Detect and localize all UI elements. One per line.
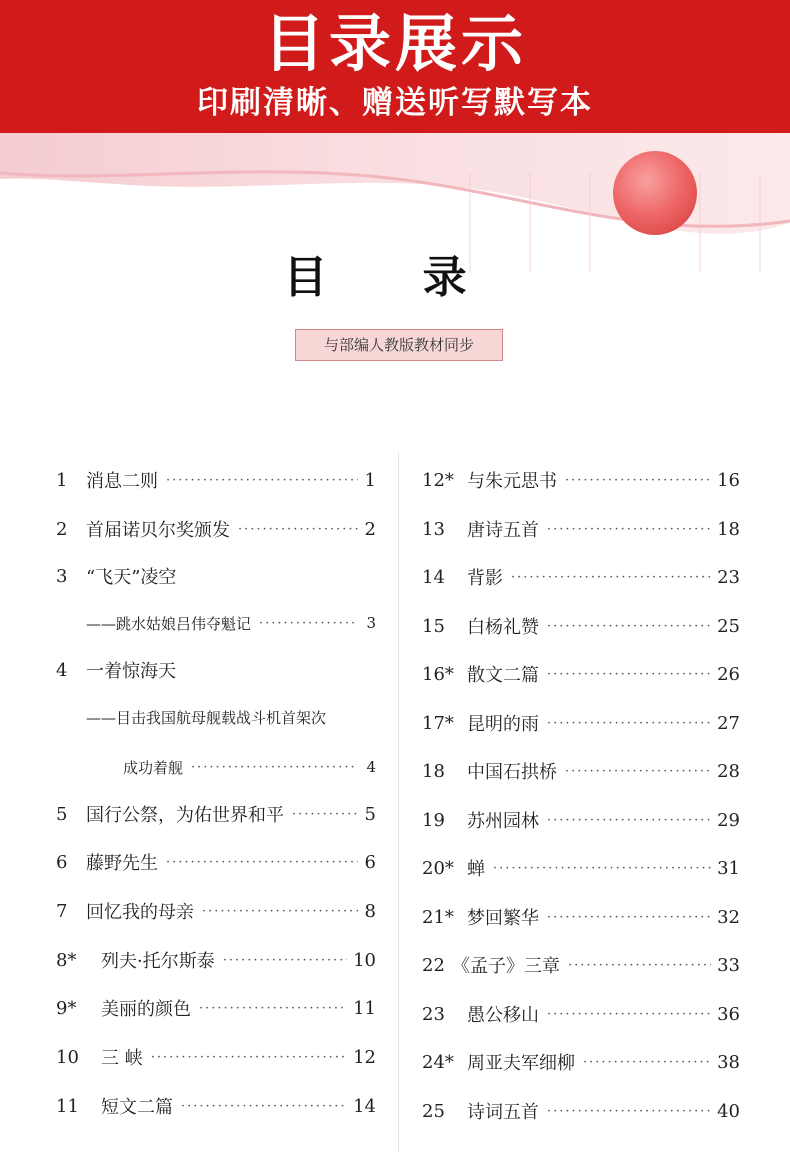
toc-entry[interactable] <box>56 847 376 877</box>
entry-number: 11 <box>56 1095 79 1117</box>
toc-entry[interactable] <box>56 561 376 591</box>
entry-title: 背影 <box>467 568 503 589</box>
toc-entry[interactable] <box>422 853 740 883</box>
dot-leader <box>191 760 358 775</box>
entry-page: 10 <box>353 949 376 971</box>
entry-title: 消息二则 <box>86 471 158 492</box>
dot-leader <box>166 473 358 488</box>
entry-title: 梦回繁华 <box>467 908 539 929</box>
entry-subtitle: 成功着舰 <box>123 758 184 777</box>
entry-title: 回忆我的母亲 <box>86 902 194 923</box>
entry-number: 23 <box>422 1003 445 1025</box>
entry-title: 诗词五首 <box>467 1102 539 1123</box>
banner-title: 目录展示 <box>262 7 527 80</box>
entry-page: 11 <box>353 997 376 1019</box>
banner-subtitle: 印刷清晰、赠送听写默写本 <box>197 85 593 121</box>
entry-title: 蝉 <box>467 859 485 880</box>
header-banner <box>0 0 790 133</box>
entry-number: 19 <box>422 809 445 831</box>
toc-subentry[interactable] <box>56 702 376 732</box>
entry-title: 白杨礼赞 <box>467 617 539 638</box>
entry-page: 27 <box>717 712 740 734</box>
entry-title: 苏州园林 <box>467 811 539 832</box>
toc-entry[interactable] <box>422 659 740 689</box>
page-title: 目 录 <box>283 252 507 303</box>
entry-page: 18 <box>717 518 740 540</box>
entry-number: 13 <box>422 518 445 540</box>
toc-entry[interactable] <box>422 756 740 786</box>
entry-number: 21* <box>422 906 454 928</box>
entry-page: 16 <box>717 469 740 491</box>
entry-number: 7 <box>56 900 68 922</box>
entry-number: 24* <box>422 1051 454 1073</box>
entry-title: 愚公移山 <box>467 1005 539 1026</box>
entry-number: 14 <box>422 566 445 588</box>
toc-entry[interactable] <box>56 465 376 495</box>
entry-page: 33 <box>717 954 740 976</box>
entry-title: 《孟子》三章 <box>452 956 560 977</box>
column-divider <box>398 452 399 1152</box>
dot-leader <box>568 958 711 973</box>
dot-leader <box>199 1001 347 1016</box>
toc-entry[interactable] <box>422 708 740 738</box>
entry-page: 31 <box>717 857 740 879</box>
entry-title: “飞天”凌空 <box>86 567 177 588</box>
entry-number: 10 <box>56 1046 79 1068</box>
entry-page: 40 <box>717 1100 740 1122</box>
entry-page: 25 <box>717 615 740 637</box>
entry-title: 美丽的颜色 <box>101 999 191 1020</box>
entry-number: 16* <box>422 663 454 685</box>
toc-entry[interactable] <box>422 465 740 495</box>
entry-title: 三 峡 <box>101 1048 143 1069</box>
entry-page: 38 <box>717 1051 740 1073</box>
entry-number: 12* <box>422 469 454 491</box>
toc-entry[interactable] <box>56 1091 376 1121</box>
toc-entry[interactable] <box>422 514 740 544</box>
entry-page: 2 <box>364 518 376 540</box>
entry-title: 唐诗五首 <box>467 520 539 541</box>
toc-entry[interactable] <box>56 655 376 685</box>
toc-subentry[interactable] <box>56 608 376 638</box>
dot-leader <box>511 570 711 585</box>
entry-number: 3 <box>56 565 68 587</box>
entry-page: 4 <box>366 758 376 776</box>
entry-title: 中国石拱桥 <box>467 762 557 783</box>
entry-number: 20* <box>422 857 454 879</box>
entry-number: 4 <box>56 659 68 681</box>
entry-number: 8* <box>56 949 77 971</box>
toc-entry[interactable] <box>422 805 740 835</box>
dot-leader <box>547 619 711 634</box>
entry-title: 一着惊海天 <box>86 661 176 682</box>
dot-leader <box>547 1104 711 1119</box>
entry-title: 藤野先生 <box>86 853 158 874</box>
toc-entry[interactable] <box>56 799 376 829</box>
entry-number: 22 <box>422 954 445 976</box>
entry-number: 18 <box>422 760 445 782</box>
dot-leader <box>493 861 711 876</box>
toc-entry[interactable] <box>56 1042 376 1072</box>
dot-leader <box>565 764 711 779</box>
dot-leader <box>238 522 358 537</box>
entry-page: 36 <box>717 1003 740 1025</box>
entry-number: 2 <box>56 518 68 540</box>
entry-title: 短文二篇 <box>101 1097 173 1118</box>
dot-leader <box>547 716 711 731</box>
entry-title: 昆明的雨 <box>467 714 539 735</box>
entry-page: 3 <box>366 614 376 632</box>
entry-title: 散文二篇 <box>467 665 539 686</box>
entry-title: 首届诺贝尔奖颁发 <box>86 520 230 541</box>
toc-entry[interactable] <box>56 896 376 926</box>
dot-leader <box>292 807 358 822</box>
dot-leader <box>547 667 711 682</box>
dot-leader <box>202 904 358 919</box>
entry-page: 23 <box>717 566 740 588</box>
dot-leader <box>547 1007 711 1022</box>
toc-entry[interactable] <box>422 999 740 1029</box>
dot-leader <box>223 953 347 968</box>
toc-entry[interactable] <box>422 950 740 980</box>
toc-entry[interactable] <box>56 945 376 975</box>
dot-leader <box>547 910 711 925</box>
entry-page: 5 <box>364 803 376 825</box>
dot-leader <box>547 813 711 828</box>
entry-page: 6 <box>364 851 376 873</box>
entry-page: 8 <box>364 900 376 922</box>
entry-title: 国行公祭，为佑世界和平 <box>86 805 284 826</box>
entry-page: 28 <box>717 760 740 782</box>
dot-leader <box>565 473 711 488</box>
dot-leader <box>166 855 358 870</box>
dot-leader <box>583 1055 711 1070</box>
toc-entry[interactable] <box>422 562 740 592</box>
dot-leader <box>151 1050 347 1065</box>
dot-leader <box>547 522 711 537</box>
entry-page: 1 <box>364 469 376 491</box>
entry-page: 14 <box>353 1095 376 1117</box>
toc-entry[interactable] <box>56 514 376 544</box>
entry-subtitle: ——跳水姑娘吕伟夺魁记 <box>86 614 252 633</box>
entry-page: 32 <box>717 906 740 928</box>
toc-entry[interactable] <box>422 1096 740 1126</box>
toc-subentry[interactable] <box>56 752 376 782</box>
dot-leader <box>259 616 358 631</box>
toc-entry[interactable] <box>422 902 740 932</box>
entry-number: 1 <box>56 469 68 491</box>
entry-number: 25 <box>422 1100 445 1122</box>
entry-title: 周亚夫军细柳 <box>467 1053 575 1074</box>
dot-leader <box>181 1099 347 1114</box>
toc-entry[interactable] <box>56 993 376 1023</box>
entry-number: 6 <box>56 851 68 873</box>
entry-number: 5 <box>56 803 68 825</box>
entry-number: 15 <box>422 615 445 637</box>
toc-entry[interactable] <box>422 611 740 641</box>
entry-title: 与朱元思书 <box>467 471 557 492</box>
red-sun-icon <box>613 151 697 235</box>
edition-badge: 与部编人教版教材同步 <box>295 329 503 361</box>
entry-title: 列夫·托尔斯泰 <box>101 951 215 972</box>
toc-entry[interactable] <box>422 1047 740 1077</box>
entry-number: 17* <box>422 712 454 734</box>
entry-number: 9* <box>56 997 77 1019</box>
entry-page: 29 <box>717 809 740 831</box>
entry-subtitle: ——目击我国航母舰载战斗机首架次 <box>86 708 327 727</box>
entry-page: 12 <box>353 1046 376 1068</box>
entry-page: 26 <box>717 663 740 685</box>
